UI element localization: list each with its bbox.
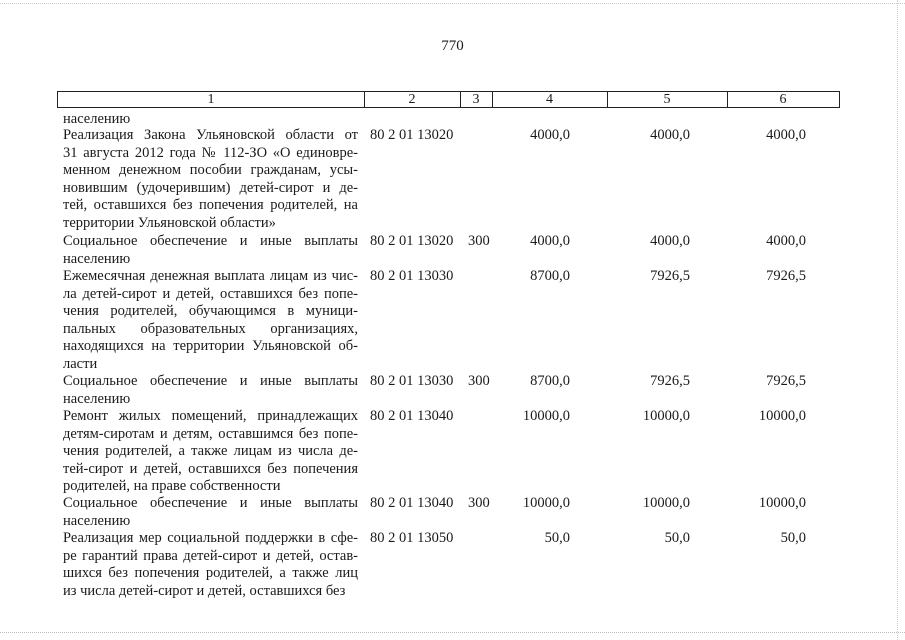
description-line: населению bbox=[63, 111, 131, 127]
description-line: населению bbox=[63, 512, 131, 529]
row-code: 80 2 01 13040 bbox=[370, 495, 454, 511]
row-description bbox=[63, 408, 358, 496]
row-value-col4: 4000,0 bbox=[530, 233, 570, 249]
row-description bbox=[63, 530, 358, 600]
description-line: тей-сирот и детей, оставшихся без попечения bbox=[63, 460, 358, 477]
row-value-col6: 4000,0 bbox=[766, 233, 806, 249]
row-description bbox=[63, 373, 358, 408]
row-code: 80 2 01 13020 bbox=[370, 127, 454, 143]
row-code: 80 2 01 13030 bbox=[370, 268, 454, 284]
row-value-col6: 4000,0 bbox=[766, 127, 806, 143]
row-description bbox=[63, 495, 358, 530]
row-description bbox=[63, 111, 358, 129]
header-col-1: 1 bbox=[207, 92, 215, 107]
description-line: ла детей-сирот и детей, оставшихся без попе- bbox=[63, 285, 358, 302]
description-line: находящихся на территории Ульяновской об- bbox=[63, 338, 358, 355]
header-col-5: 5 bbox=[663, 92, 671, 107]
description-line: родителей, на праве собственности bbox=[63, 478, 281, 495]
description-line: ре гарантий права детей-сирот и детей, остав- bbox=[63, 547, 358, 564]
description-line: из числа детей-сирот и детей, оставшихся без bbox=[63, 582, 346, 599]
description-line: пальных образовательных организациях, bbox=[63, 320, 358, 337]
row-code: 80 2 01 13020 bbox=[370, 233, 454, 249]
row-value-col4: 50,0 bbox=[544, 530, 570, 546]
description-line: чения родителей, обучающимся в муници- bbox=[63, 303, 358, 320]
row-value-col4: 4000,0 bbox=[530, 127, 570, 143]
description-line: новившим (удочерившим) детей-сирот и де- bbox=[63, 179, 358, 196]
row-code: 80 2 01 13030 bbox=[370, 373, 454, 389]
header-col-2: 2 bbox=[408, 92, 416, 107]
row-value-col4: 8700,0 bbox=[530, 373, 570, 389]
description-line: Ежемесячная денежная выплата лицам из чис- bbox=[63, 268, 358, 284]
description-line: ласти bbox=[63, 355, 98, 372]
description-line: Реализация мер социальной поддержки в сфе- bbox=[63, 530, 358, 546]
scan-edge-top bbox=[0, 3, 905, 4]
row-description bbox=[63, 233, 358, 268]
header-col-4: 4 bbox=[546, 92, 553, 107]
description-line: 31 августа 2012 года № 112-ЗО «О единовре- bbox=[63, 144, 358, 161]
row-group: 300 bbox=[468, 233, 490, 249]
row-value-col5: 10000,0 bbox=[642, 408, 690, 424]
row-group: 300 bbox=[468, 495, 490, 511]
table-header-row bbox=[57, 91, 840, 108]
scan-edge-right bbox=[897, 0, 898, 640]
description-line: Социальное обеспечение и иные выплаты bbox=[63, 233, 358, 249]
description-line: детям-сиротам и детям, оставшимся без попе- bbox=[63, 425, 358, 442]
row-description bbox=[63, 268, 358, 374]
row-group: 300 bbox=[468, 373, 490, 389]
header-col-3: 3 bbox=[472, 92, 480, 107]
description-line: менном денежном пособии гражданам, усы- bbox=[63, 162, 358, 179]
scan-edge-bottom bbox=[0, 632, 905, 633]
row-value-col5: 4000,0 bbox=[650, 233, 690, 249]
description-line: Социальное обеспечение и иные выплаты bbox=[63, 495, 358, 511]
description-line: Ремонт жилых помещений, принадлежащих bbox=[63, 408, 358, 424]
page-number: 770 bbox=[441, 38, 464, 54]
row-value-col5: 7926,5 bbox=[650, 373, 690, 389]
row-value-col5: 7926,5 bbox=[650, 268, 690, 284]
description-line: шихся без попечения родителей, а также лиц bbox=[63, 565, 358, 582]
description-line: территории Ульяновской области» bbox=[63, 214, 276, 231]
row-value-col6: 10000,0 bbox=[758, 408, 806, 424]
row-code: 80 2 01 13040 bbox=[370, 408, 454, 424]
description-line: тей, оставшихся без попечения родителей, на bbox=[63, 197, 358, 214]
row-value-col6: 7926,5 bbox=[766, 373, 806, 389]
row-value-col4: 10000,0 bbox=[522, 495, 570, 511]
description-line: Социальное обеспечение и иные выплаты bbox=[63, 373, 358, 389]
row-value-col6: 7926,5 bbox=[766, 268, 806, 284]
row-value-col4: 10000,0 bbox=[522, 408, 570, 424]
row-value-col5: 4000,0 bbox=[650, 127, 690, 143]
header-col-6: 6 bbox=[779, 92, 787, 107]
row-value-col6: 50,0 bbox=[780, 530, 806, 546]
row-description bbox=[63, 127, 358, 233]
description-line: чения родителей, а также лицам из числа де- bbox=[63, 443, 358, 460]
description-line: Реализация Закона Ульяновской области от bbox=[63, 127, 358, 143]
description-line: населению bbox=[63, 250, 131, 267]
row-value-col5: 10000,0 bbox=[642, 495, 690, 511]
row-value-col6: 10000,0 bbox=[758, 495, 806, 511]
description-line: населению bbox=[63, 390, 131, 407]
row-code: 80 2 01 13050 bbox=[370, 530, 454, 546]
row-value-col4: 8700,0 bbox=[530, 268, 570, 284]
row-value-col5: 50,0 bbox=[664, 530, 690, 546]
